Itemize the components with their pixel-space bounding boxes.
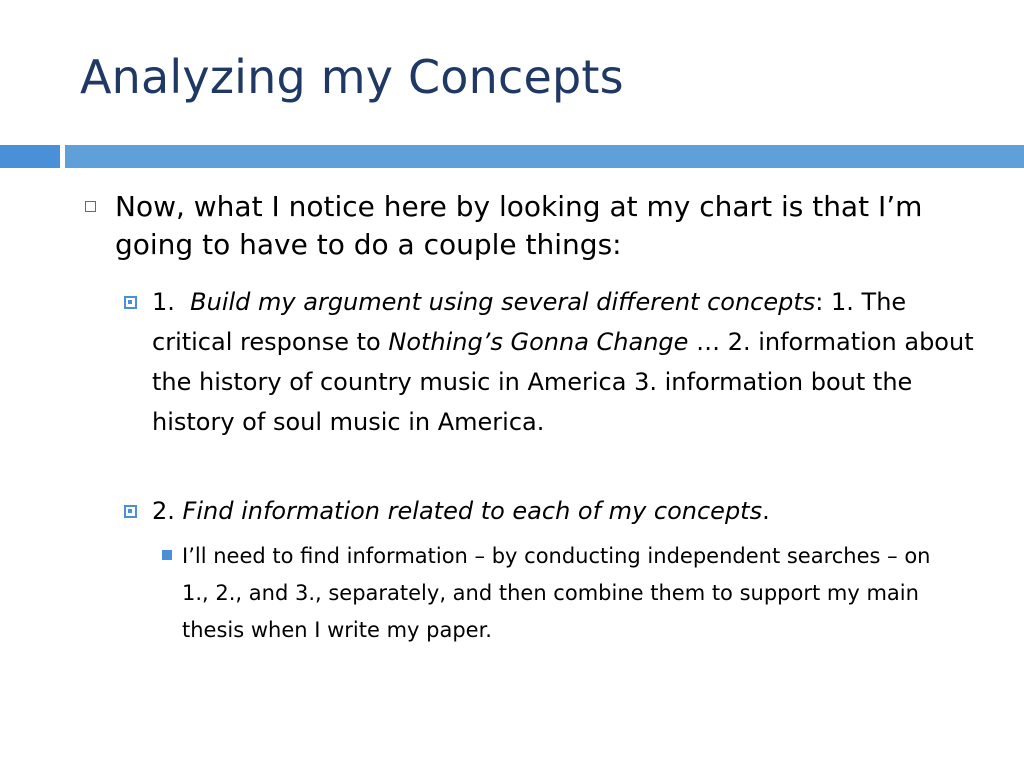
boxed-square-bullet-icon xyxy=(124,505,137,518)
item-1-italic-title: Nothing’s Gonna Change xyxy=(388,328,689,356)
item-1-italic-heading: Build my argument using several different concepts xyxy=(190,288,816,316)
item-2-number: 2. xyxy=(152,497,183,525)
item-2-italic-heading: Find information related to each of my concepts xyxy=(182,497,763,525)
bullet-level1: Now, what I notice here by looking at my chart is that I’m going to have to do a couple things: xyxy=(115,190,923,261)
hollow-square-bullet-icon xyxy=(85,201,96,212)
bullet-level3: I’ll need to find information – by conducting independent searches – on 1., 2., and 3., separately, and then combine them to support my main thesis when I write my paper. xyxy=(182,544,931,642)
title-rule-accent xyxy=(0,145,60,168)
boxed-square-bullet-icon xyxy=(124,296,137,309)
item-2-tail: . xyxy=(762,497,770,525)
item-1-number: 1. xyxy=(152,288,191,316)
filled-square-bullet-icon xyxy=(162,550,172,560)
bullet-level2-item-1 xyxy=(152,282,987,442)
title-rule-bar xyxy=(65,145,1024,168)
item-1-text-a: : 1. The critical response to xyxy=(152,288,907,356)
slide-title: Analyzing my Concepts xyxy=(80,50,624,104)
item-1-text-b: … 2. information about the history of country music in America 3. information bout the history of soul music in America. xyxy=(152,328,974,436)
bullet-level2-item-2 xyxy=(152,491,987,531)
